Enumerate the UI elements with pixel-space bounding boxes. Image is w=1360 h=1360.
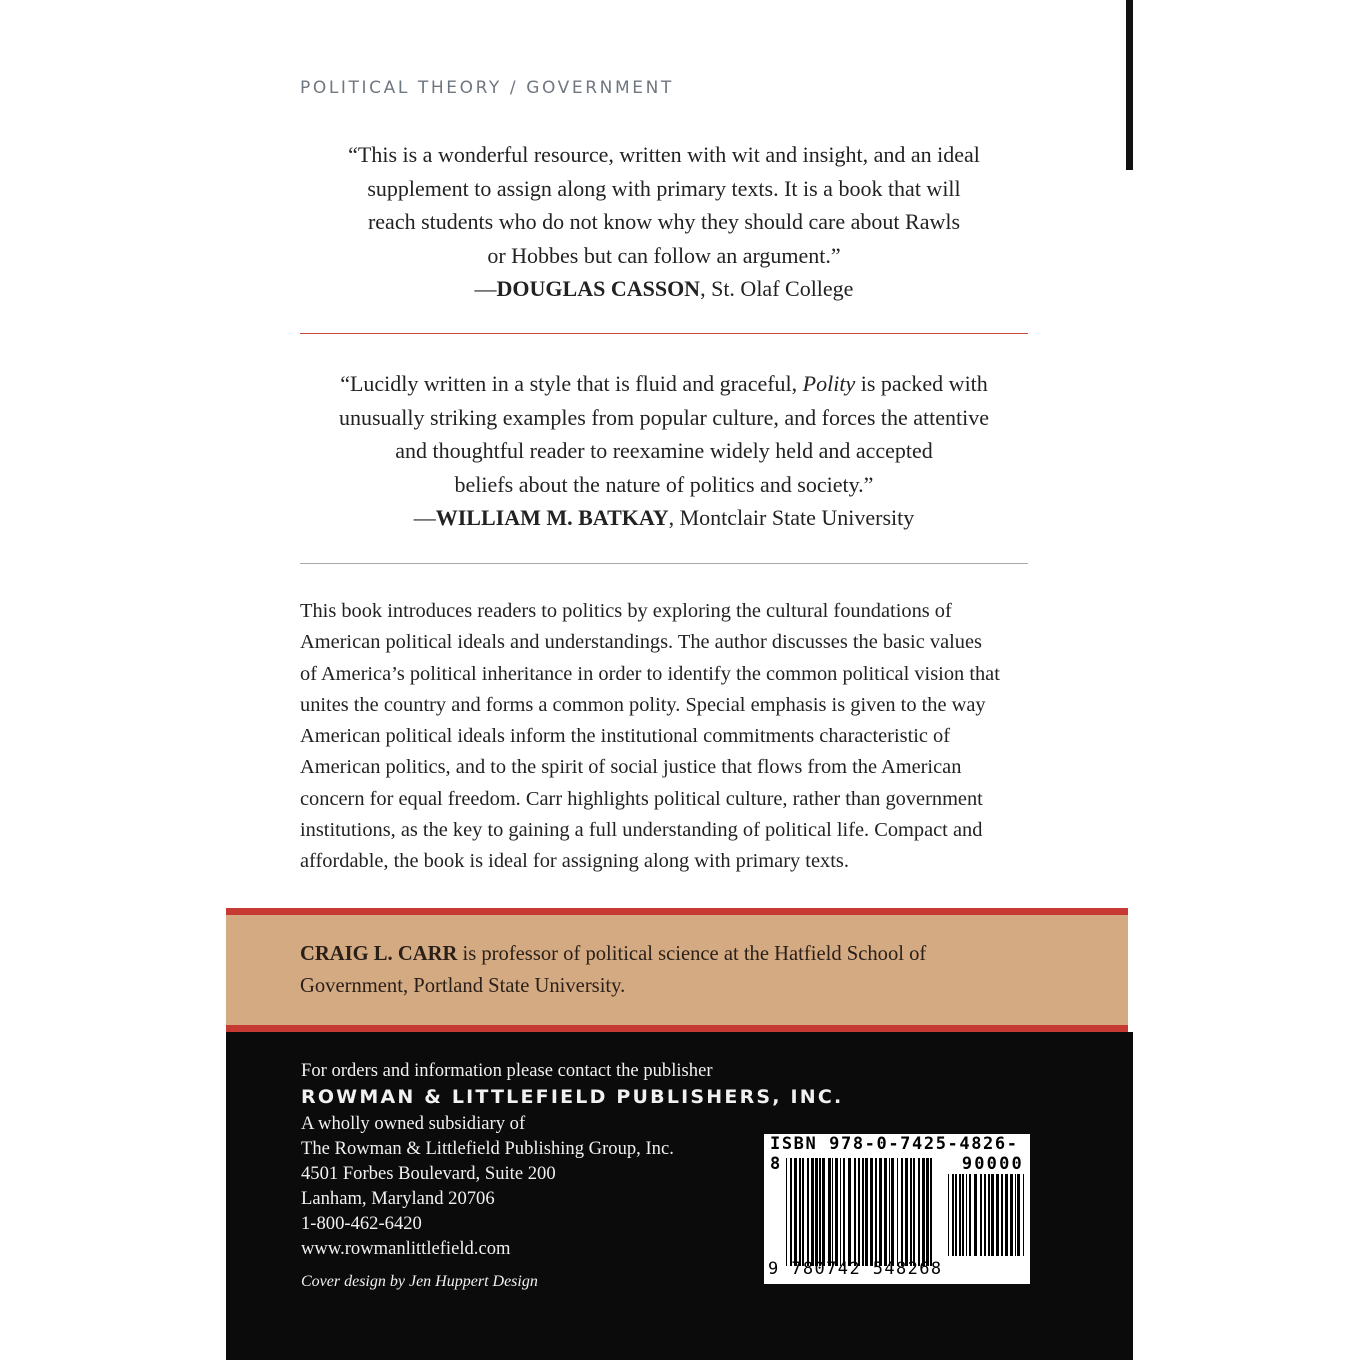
author-bio-band [226, 908, 1128, 1032]
barcode-bar [891, 1158, 894, 1266]
description-line: unites the country and forms a common polity. Special emphasis is given to the way [300, 693, 986, 716]
barcode-bar [991, 1174, 994, 1256]
band-stripe-bottom [226, 1025, 1128, 1032]
blurb-attribution [300, 501, 1028, 535]
ean-digits: 9 780742 548268 [768, 1259, 943, 1279]
description-line: affordable, the book is ideal for assigning along with primary texts. [300, 850, 849, 873]
category-label: POLITICAL THEORY / GOVERNMENT [300, 78, 674, 98]
book-description [300, 596, 1030, 878]
blurb-line: beliefs about the nature of politics and society.” [454, 471, 874, 497]
barcode-bar [905, 1158, 908, 1266]
description-line: American political ideals inform the institutional commitments characteristic of [300, 725, 951, 748]
barcode-bar [1023, 1174, 1024, 1256]
publisher-phone: 1-800-462-6420 [301, 1213, 422, 1234]
book-title: Polity [802, 371, 856, 396]
barcode-bar [974, 1174, 977, 1256]
description-line: American politics, and to the spirit of social justice that flows from the American [300, 756, 962, 779]
barcode-bar [913, 1158, 915, 1266]
reviewer-name: DOUGLAS CASSON [496, 276, 701, 301]
spine-edge-bar [1126, 0, 1133, 170]
divider-red [300, 333, 1028, 334]
blurb-line: reach students who do not know why they should care about Rawls [367, 209, 961, 234]
description-line: This book introduces readers to politics by exploring the cultural foundations of [300, 600, 952, 622]
barcode-bar [828, 1158, 831, 1266]
barcode-bar [962, 1174, 964, 1256]
barcode-bar [969, 1174, 971, 1256]
barcode-bar [862, 1158, 864, 1266]
barcode-bar [786, 1158, 787, 1266]
barcode-bar [843, 1158, 845, 1266]
barcode-bar [858, 1158, 860, 1266]
author-name: CRAIG L. CARR [300, 943, 458, 965]
blurb-line: and thoughtful reader to reexamine widely held and accepted [395, 438, 933, 463]
barcode-bar [980, 1174, 982, 1256]
blurb-line: supplement to assign along with primary texts. It is a book that will [367, 175, 961, 201]
author-bio-text: is professor of political science at the Hatfield School of [457, 943, 927, 965]
barcode-bar [835, 1158, 838, 1266]
barcode-bar [1005, 1174, 1008, 1256]
barcode-bar [930, 1158, 932, 1266]
barcode-bar [802, 1158, 804, 1266]
description-line: institutions, as the key to gaining a full understanding of political life. Compact and [300, 819, 983, 842]
barcode-bar [926, 1158, 929, 1266]
blurb-casson [300, 138, 1028, 306]
band-stripe-top [226, 908, 1128, 915]
barcode-bar [955, 1174, 957, 1256]
barcode-bar [794, 1158, 797, 1266]
barcode-bar [948, 1174, 949, 1256]
attribution-dash: — [413, 505, 436, 530]
isbn-number: ISBN 978-0-7425-4826-8 [770, 1134, 1019, 1174]
attribution-dash: — [474, 276, 497, 301]
barcode-bar [910, 1158, 912, 1266]
barcode-bar [889, 1158, 890, 1266]
barcode-bar [1017, 1174, 1020, 1256]
barcode-bar [1001, 1174, 1003, 1256]
description-line: concern for equal freedom. Carr highlights political culture, rather than government [300, 787, 983, 810]
author-bio-line: Government, Portland State University. [300, 974, 626, 997]
blurb-line: or Hobbes but can follow an argument.” [487, 242, 841, 268]
publisher-info [301, 1058, 843, 1294]
blurb-line: unusually striking examples from popular culture, and forces the attentive [338, 404, 990, 430]
publisher-subsidiary: A wholly owned subsidiary of [301, 1113, 526, 1134]
barcode-bar [996, 1174, 999, 1256]
blurb-text: “Lucidly written in a style that is fluid and graceful, [340, 371, 803, 396]
barcode-bar [840, 1158, 841, 1266]
barcode-bar [854, 1158, 856, 1266]
publisher-name: ROWMAN & LITTLEFIELD PUBLISHERS, INC. [301, 1086, 844, 1108]
barcode-bar [819, 1158, 821, 1266]
blurb-line: “This is a wonderful resource, written with wit and insight, and an ideal [348, 142, 980, 167]
blurb-text: is packed with [855, 371, 988, 396]
barcode-bar [879, 1158, 882, 1266]
barcode-bar [884, 1158, 887, 1266]
reviewer-affiliation: , Montclair State University [668, 505, 915, 530]
publisher-website[interactable]: www.rowmanlittlefield.com [301, 1238, 511, 1259]
barcode-bar [870, 1158, 873, 1266]
publisher-intro: For orders and information please contact the publisher [301, 1060, 713, 1081]
barcode-bar [875, 1158, 877, 1266]
barcode-bar [848, 1158, 851, 1266]
barcode-bar [984, 1174, 986, 1256]
blurb-batkay [300, 367, 1028, 535]
publisher-group: The Rowman & Littlefield Publishing Group, Inc. [301, 1138, 674, 1159]
barcode-bar [799, 1158, 801, 1266]
author-bio-line [300, 939, 1080, 971]
barcode-bar [807, 1158, 809, 1266]
barcode-bar [832, 1158, 833, 1266]
isbn-barcode [764, 1134, 1030, 1284]
barcode-bar [922, 1158, 925, 1266]
barcode-bar [988, 1174, 990, 1256]
barcode-bar [1010, 1174, 1013, 1256]
barcode-bar [897, 1158, 898, 1266]
publisher-street: 4501 Forbes Boulevard, Suite 200 [301, 1163, 556, 1184]
barcode-bar [790, 1158, 792, 1266]
author-bio [300, 939, 1080, 1002]
barcode-bar [959, 1174, 961, 1256]
reviewer-name: WILLIAM M. BATKAY [435, 505, 669, 530]
barcode-bar [952, 1174, 954, 1256]
publisher-city: Lanham, Maryland 20706 [301, 1188, 495, 1209]
blurb-attribution [300, 272, 1028, 306]
description-line: American political ideals and understandings. The author discusses the basic values [300, 631, 982, 654]
barcode-bar [815, 1158, 818, 1266]
reviewer-affiliation: , St. Olaf College [700, 276, 854, 301]
barcode-bar [901, 1158, 903, 1266]
divider-grey [300, 563, 1028, 564]
blurb-line [300, 367, 1028, 401]
barcode-bar [918, 1158, 920, 1266]
barcode-bar [1015, 1174, 1016, 1256]
barcode-bar [966, 1174, 967, 1256]
barcode-bar [811, 1158, 814, 1266]
description-line: of America’s political inheritance in order to identify the common political vision that [300, 662, 1000, 685]
barcode-bar [865, 1158, 868, 1266]
cover-design-credit: Cover design by Jen Huppert Design [301, 1273, 538, 1290]
barcode-bar [822, 1158, 825, 1266]
price-code: 90000 [961, 1154, 1024, 1174]
